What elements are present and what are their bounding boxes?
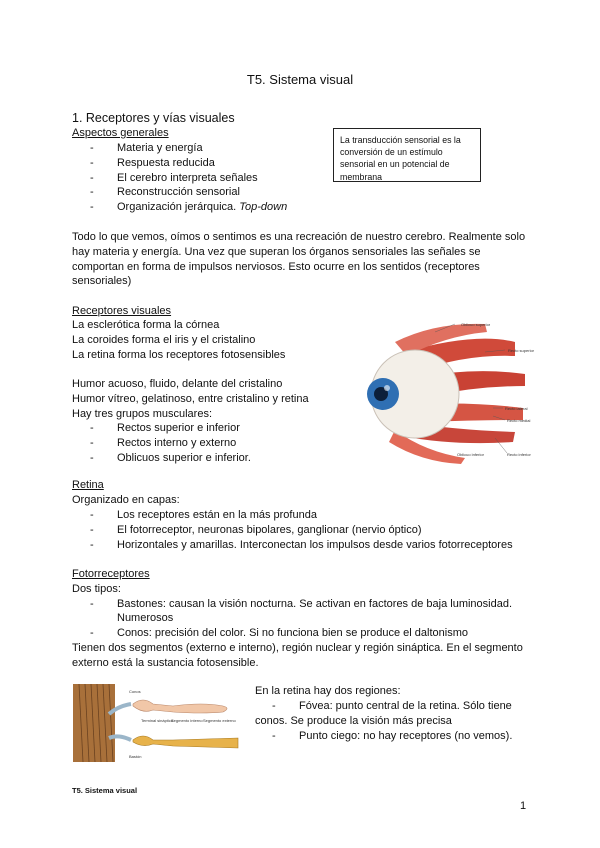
list-item: - Punto ciego: no hay receptores (no vemos). [272,729,512,744]
eye-label: Recto lateral [505,406,528,411]
cell-label: Conos [129,689,141,694]
page-number: 1 [520,800,527,812]
list-item: - Horizontales y amarillas. Interconectan los impulsos desde varios fotorreceptores [90,538,513,553]
text-line: Humor vítreo, gelatinoso, entre cristalino y retina [72,393,309,405]
regions-list [272,699,512,714]
section-heading: 1. Receptores y vías visuales [72,111,235,125]
list-item: - Bastones: causan la visión nocturna. Se activan en factores de baja luminosidad. [90,597,512,612]
text-line: Numerosos [117,612,174,624]
cell-label: Segmento interno [171,718,203,723]
eye-label: Oblicuo inferior [457,452,484,457]
subheading-fotorreceptores: Fotorreceptores [72,568,150,580]
text-line: Hay tres grupos musculares: [72,408,212,420]
subheading-aspectos: Aspectos generales [72,127,169,139]
list-item: - Fóvea: punto central de la retina. Sólo tiene [272,699,512,714]
callout-box: La transducción sensorial es la conversión de un estímulo sensorial en un potencial de membrana [333,128,481,182]
subheading-receptores: Receptores visuales [72,305,172,317]
eye-label: Recto medial [507,418,531,423]
list-item: - Conos: precisión del color. Si no funciona bien se produce el daltonismo [90,626,468,641]
list-item-italic: Top-down [239,201,288,214]
list-item: - Respuesta reducida [90,156,287,171]
cell-label: Segmento externo [203,718,236,723]
text-line: Humor acuoso, fluido, delante del cristalino [72,378,283,390]
fotorreceptores-list [90,597,512,612]
eye-label: Oblicuo superior [461,322,491,327]
subheading-retina: Retina [72,479,104,491]
list-item [90,200,287,215]
eye-label: Recto inferior [507,452,531,457]
muscles-list [90,421,251,465]
aspectos-list [90,141,287,215]
text-line: conos. Se produce la visión más precisa [255,715,452,727]
text-line: La retina forma los receptores fotosensibles [72,349,286,361]
list-item: - Los receptores están en la más profunda [90,508,513,523]
footer: T5. Sistema visual [72,786,138,795]
cell-label: Bastón [129,754,142,759]
segments-paragraph: Tienen dos segmentos (externo e interno), región nuclear y región sináptica. En el segmento externo está la sustancia fotosensible. [72,642,523,669]
list-item: - Reconstrucción sensorial [90,185,287,200]
eye-label: Recto superior [508,348,535,353]
regions-list-2 [272,729,512,744]
photoreceptor-cells-figure [73,684,245,762]
text-line: La coroides forma el iris y el cristalino [72,334,256,346]
fotorreceptores-list-2 [90,626,468,641]
list-item: - Oblicuos superior e inferior. [90,451,251,466]
text-line: Organizado en capas: [72,494,180,506]
list-item: - El cerebro interpreta señales [90,171,287,186]
intro-paragraph: Todo lo que vemos, oímos o sentimos es una recreación de nuestro cerebro. Realmente solo hay materia y energía. Una vez que superan los órganos sensoriales las señales se comportan en forma de impulsos nerviosos. Esto ocurre en los sentidos (receptores sensoriales) [72,231,526,288]
list-item: - El fotorreceptor, neuronas bipolares, ganglionar (nervio óptico) [90,523,513,538]
text-line: La esclerótica forma la córnea [72,319,220,331]
text-line: En la retina hay dos regiones: [255,685,401,697]
list-item: - Materia y energía [90,141,287,156]
list-item: - Rectos interno y externo [90,436,251,451]
page-title: T5. Sistema visual [246,72,354,87]
eye-muscles-figure [365,312,561,470]
cell-label: Terminal sináptica [141,718,174,723]
text-line: Dos tipos: [72,583,121,595]
list-item: - Rectos superior e inferior [90,421,251,436]
retina-list [90,508,513,552]
list-item-text: Organización jerárquica. [117,201,240,214]
